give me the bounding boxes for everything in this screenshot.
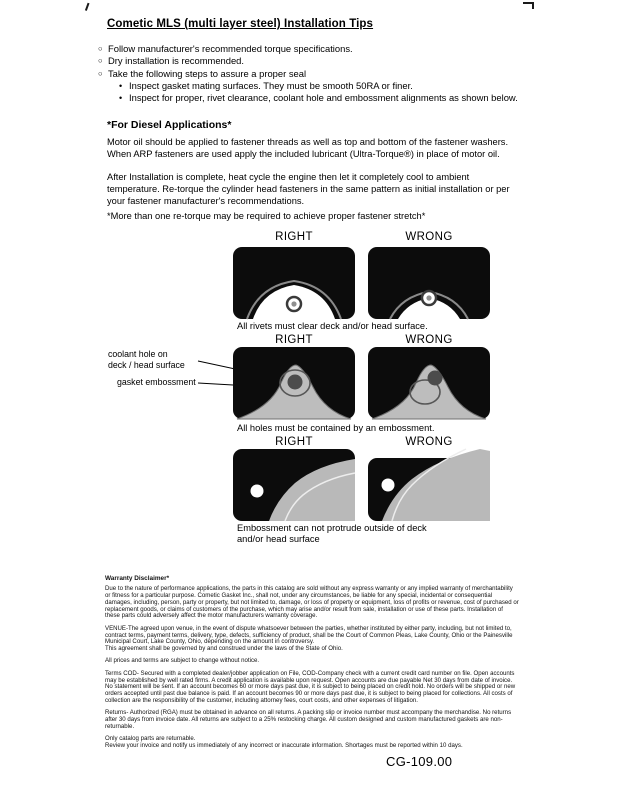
holes-right-diagram [233, 347, 355, 419]
tip-item-proper-seal [98, 68, 522, 80]
warranty-heading: Warranty Disclaimer* [105, 575, 170, 582]
tip-item-torque [98, 43, 522, 55]
right-label-embossment: RIGHT [275, 436, 313, 448]
filled-bullet-icon: • [119, 80, 123, 91]
rivets-caption: All rivets must clear deck and/or head surface. [237, 321, 428, 331]
open-bullet-icon: ○ [98, 56, 103, 66]
crop-mark-left-icon [85, 3, 96, 14]
coolant-hole-label: coolant hole on deck / head surface [108, 349, 185, 370]
diesel-paragraph-oil: Motor oil should be applied to fastener threads as well as top and bottom of the fastener washers. When ARP fasteners are used apply the included lubricant (Ultra-Torque®) in place of motor oil. [107, 137, 509, 160]
page-title: Cometic MLS (multi layer steel) Installation Tips [107, 18, 374, 30]
bolt-hole-icon [251, 485, 264, 498]
embossment-inside-image [233, 449, 355, 521]
right-label-rivets: RIGHT [275, 231, 313, 243]
diesel-paragraph-retorque: After Installation is complete, heat cycle the engine then let it completely cool to ambient temperature. Re-torque the cylinder head fasteners in the same pattern as initial installation or per your fastener manufacturer's recommendations. [107, 172, 510, 207]
embossment-right-diagram [233, 449, 355, 521]
tip-label: Follow manufacturer's recommended torque specifications. [108, 43, 353, 54]
gasket-embossment-label: gasket embossment [117, 377, 196, 387]
prices-terms-line: All prices and terms are subject to change without notice. [105, 657, 260, 665]
wrong-label-embossment: WRONG [405, 436, 453, 448]
hole-not-contained-image [368, 347, 490, 419]
rivet-clear-image [233, 247, 355, 319]
hole-contained-image [233, 347, 355, 419]
tip-label: Inspect gasket mating surfaces. They must be smooth 50RA or finer. [129, 79, 413, 91]
filled-bullet-icon: • [119, 93, 123, 104]
tip-label: Dry installation is recommended. [108, 55, 244, 67]
warranty-liability-paragraph: Due to the nature of performance applications, the parts in this catalog are sold without any express warranty or any implied warranty of merchantability or fitness for a particular purpose. Cometic Gasket Inc., shall not, under any circumstances, be liable for any special, incidental or consequential damages, including, person, party or property, but not limited to, damage, or loss of property or equipment, loss of profits or revenue, cost of purchased or replacement goods, or claims of customers of the purchase, which may arise and/or result from sale, installation or use of these parts. Installation of these parts could adversely affect the motor manufacturers warranty coverage. [105, 585, 519, 620]
warranty-venue-paragraph: VENUE-The agreed upon venue, in the event of dispute whatsoever between the parties, whether instituted by either party, including, but not limited to, contract terms, payment terms, delivery, type, defects, sufficiency of product, shall be the Court of Common Pleas, Lake County, Ohio or the Painesville Municipal Court, Lake County, Ohio, depending on the amount in controversy. This agreement shall be governed by and construed under the laws of the State of Ohio. [105, 624, 513, 653]
diesel-applications-heading: *For Diesel Applications* [107, 119, 232, 131]
rivets-right-diagram [233, 247, 355, 319]
wrong-label-rivets: WRONG [405, 231, 453, 243]
tips-list [98, 43, 522, 104]
embossment-wrong-diagram [368, 449, 490, 521]
rivets-wrong-diagram [368, 247, 490, 319]
holes-wrong-diagram [368, 347, 490, 419]
open-bullet-icon: ○ [98, 44, 103, 53]
tip-label: Inspect for proper, rivet clearance, coolant hole and embossment alignments as shown below. [129, 92, 518, 104]
holes-caption: All holes must be contained by an embossment. [237, 423, 435, 433]
tip-label: Take the following steps to assure a proper seal [108, 67, 307, 79]
embossment-caption: Embossment can not protrude outside of deck and/or head surface [237, 523, 427, 545]
catalog-returns-paragraph: Only catalog parts are returnable. Review your invoice and notify us immediately of any incorrect or inaccurate information. Shortages must be reported within 10 days. [105, 735, 463, 750]
bolt-hole-icon [382, 479, 395, 492]
tip-subitem-mating-surfaces [98, 80, 522, 92]
wrong-label-holes: WRONG [405, 334, 453, 346]
rivet-interference-image [368, 247, 490, 319]
retorque-note: *More than one re-torque may be required to achieve proper fastener stretch* [107, 211, 426, 221]
coolant-hole-icon [428, 371, 443, 386]
crop-mark-right-icon [523, 2, 534, 9]
tip-subitem-alignments [98, 92, 522, 104]
right-label-holes: RIGHT [275, 334, 313, 346]
coolant-hole-icon [288, 375, 303, 390]
catalog-page-code: CG-109.00 [386, 754, 453, 769]
terms-cod-paragraph: Terms COD- Secured with a completed dealer/jobber application on File, COD-Company check with a current credit card number on file. Open accounts may be established by well rated firms. A credit application is available upon request. Open accounts are due payable Net 30 days from date of invoice. No statement will be sent. If an account becomes 60 or more days past due, it is subject to being placed on credit hold. No orders will be shipped or new orders accepted until past due balance is paid. If an account becomes 90 or more days past due, it is subject to being placed for collections. All costs of collection are the responsibility of the customer, including attorney fees, court costs, and other expenses of litigation. [105, 669, 516, 705]
warranty-section [105, 575, 519, 755]
tip-item-dry-install [98, 55, 522, 67]
embossment-protruding-image [368, 449, 490, 521]
open-bullet-icon: ○ [98, 68, 103, 78]
returns-paragraph: Returns- Authorized (RGA) must be obtained in advance on all returns. A packing slip or invoice number must accompany the merchandise. No returns after 30 days from invoice date. All returns are subject to a 25% restocking charge. All custom designed and custom manufactured gaskets are non-returnable. [105, 709, 512, 730]
